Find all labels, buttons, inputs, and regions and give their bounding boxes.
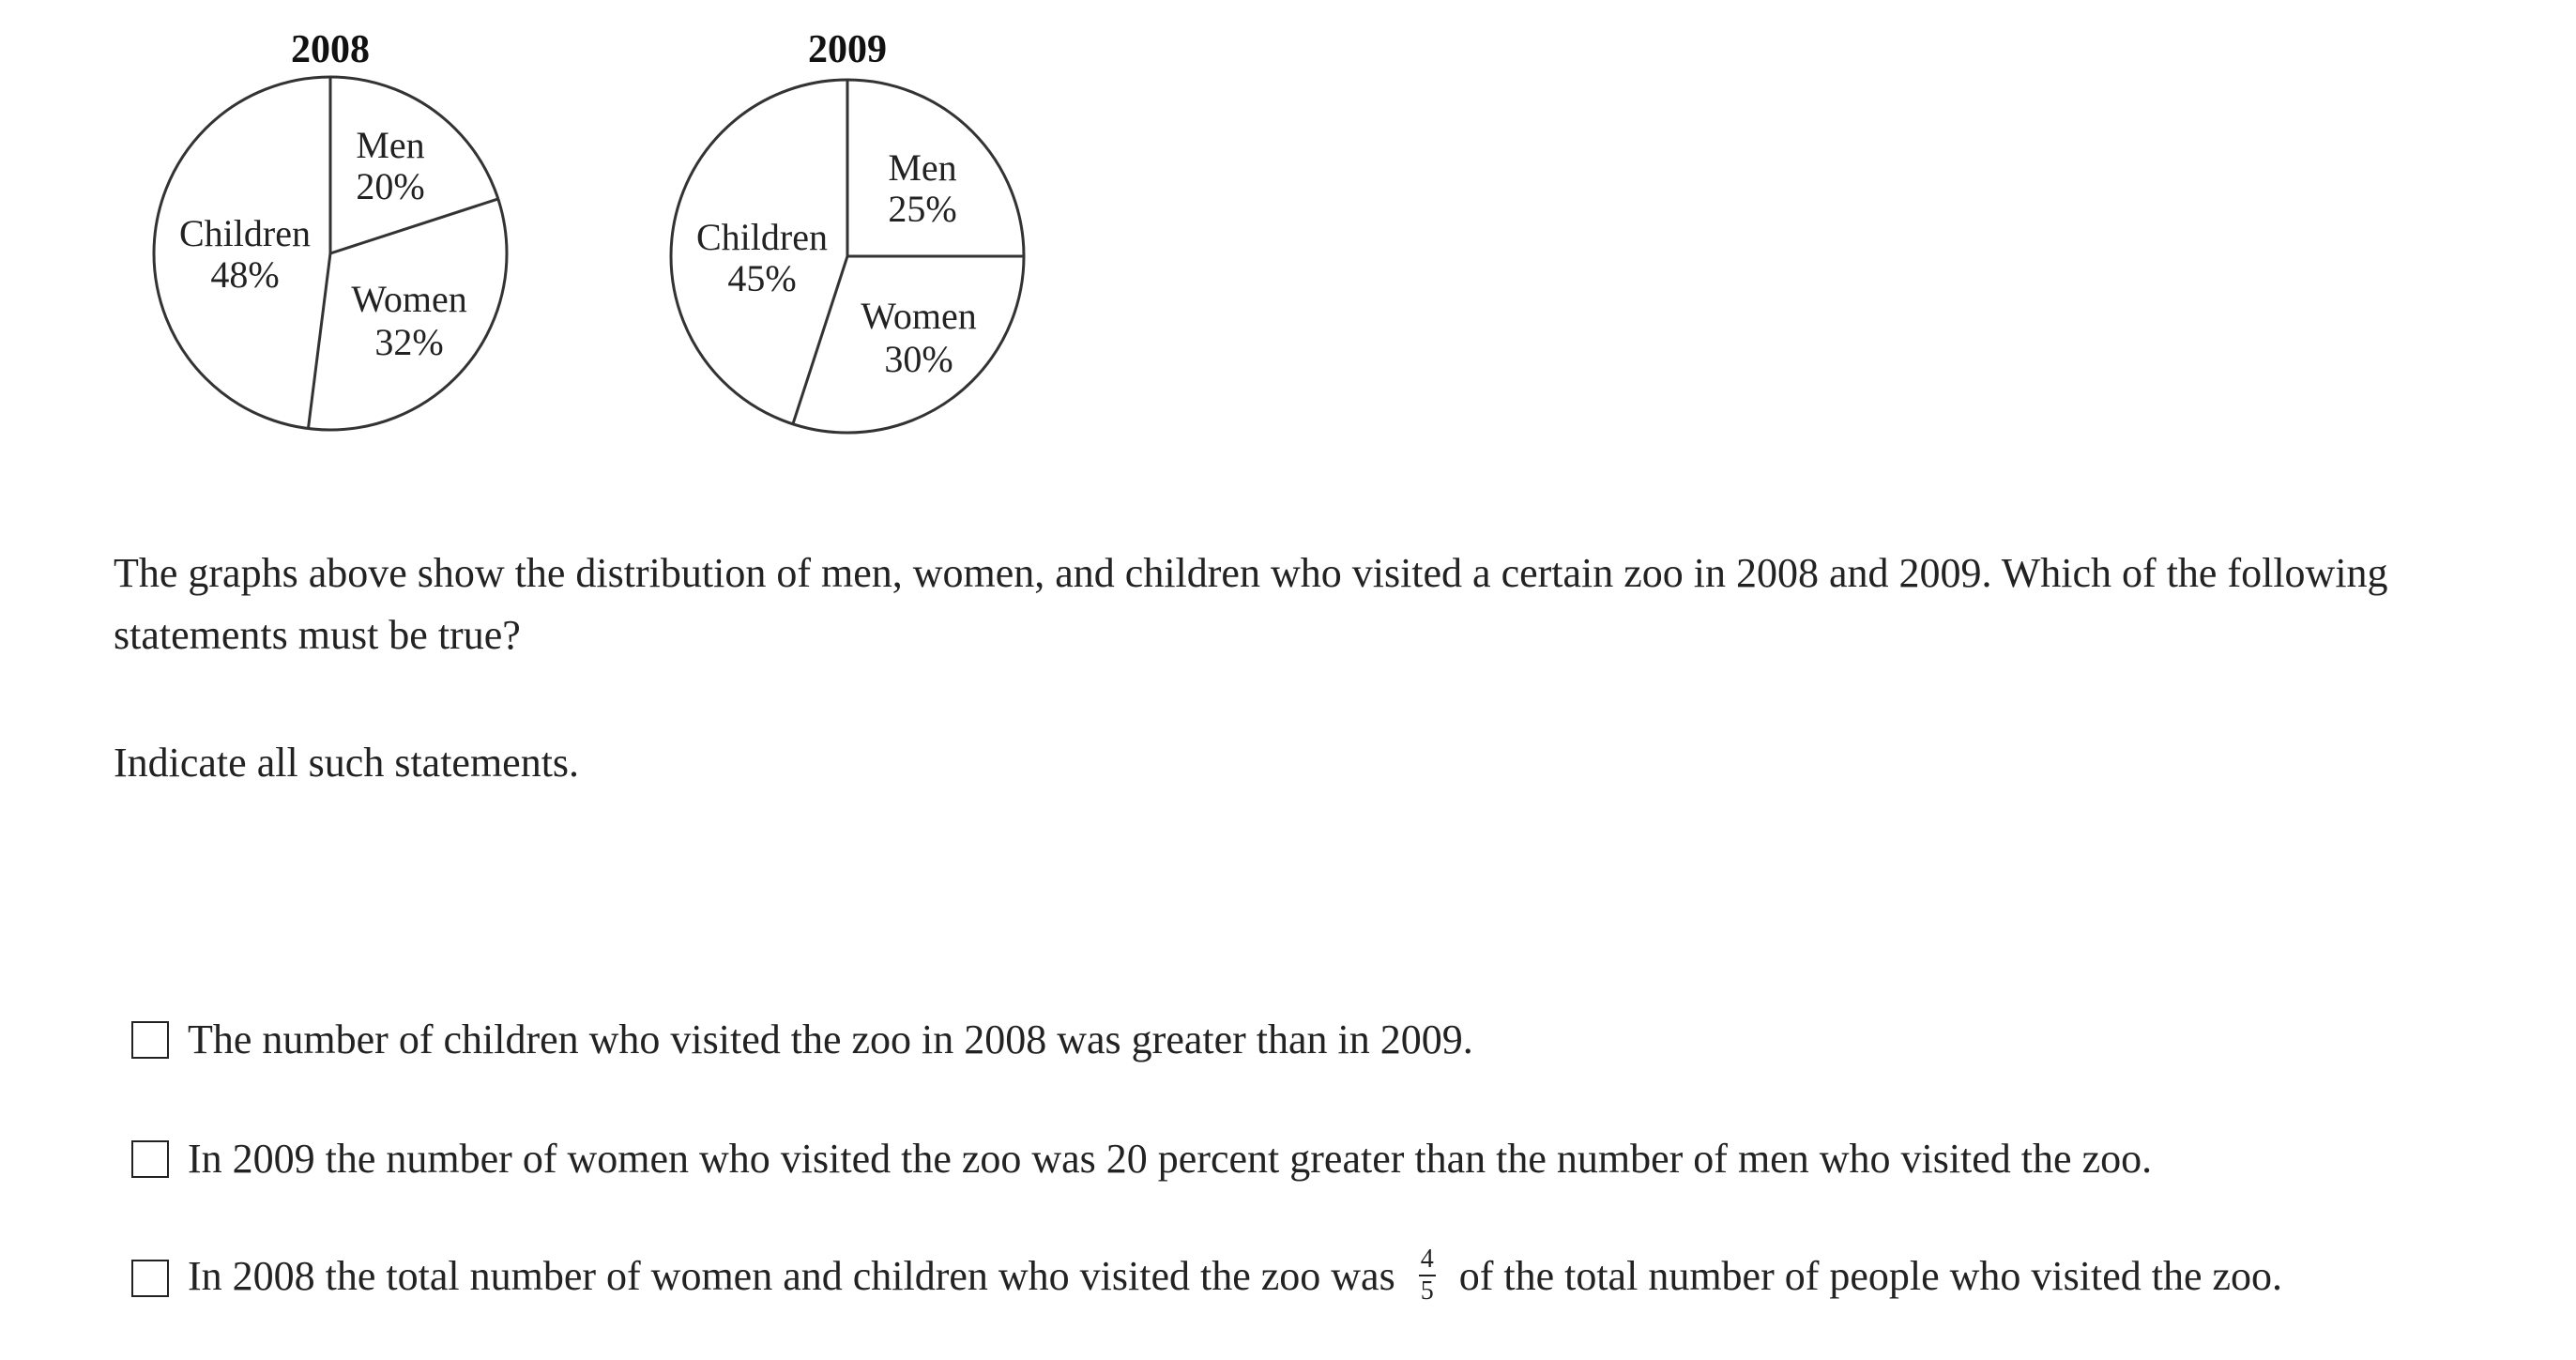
- option-text-3-after: of the total number of people who visited the zoo.: [1458, 1252, 2283, 1299]
- slice-label-women-2008: Women: [351, 278, 467, 320]
- pie-charts: [0, 0, 1126, 451]
- slice-label-men-2009: Men: [888, 146, 957, 189]
- answer-option-1[interactable]: [131, 1002, 2553, 1077]
- slice-value-men-2008: 20%: [356, 165, 425, 207]
- option-text-2: In 2009 the number of women who visited the zoo was 20 percent greater than the number of men who visited the zoo.: [188, 1136, 2153, 1182]
- slice-value-children-2008: 48%: [210, 253, 280, 296]
- checkbox-option-1[interactable]: [131, 1021, 169, 1059]
- pie-chart-2008: [154, 28, 507, 430]
- checkbox-option-2[interactable]: [131, 1140, 169, 1178]
- slice-label-children-2009: Children: [696, 216, 828, 258]
- question-text: The graphs above show the distribution of men, women, and children who visited a certain zoo in 2008 and 2009. Which of the following statements must be true?: [114, 550, 2388, 658]
- answer-option-3[interactable]: [131, 1241, 2553, 1316]
- question-instruction: Indicate all such statements.: [114, 740, 580, 786]
- slice-label-men-2008: Men: [356, 124, 425, 166]
- slice-value-women-2009: 30%: [884, 338, 953, 380]
- fraction-denominator: 5: [1420, 1276, 1434, 1307]
- fraction-four-fifths: [1419, 1246, 1436, 1305]
- checkbox-option-3[interactable]: [131, 1260, 169, 1297]
- option-text-3-before: In 2008 the total number of women and children who visited the zoo was: [188, 1252, 1395, 1299]
- chart-title-2008: 2008: [291, 28, 370, 71]
- slice-value-men-2009: 25%: [888, 188, 957, 230]
- fraction-numerator: 4: [1419, 1246, 1436, 1276]
- slice-value-women-2008: 32%: [374, 321, 444, 363]
- slice-label-women-2009: Women: [861, 295, 977, 337]
- chart-title-2009: 2009: [808, 28, 887, 71]
- pie-chart-2009: [671, 28, 1024, 433]
- option-text-3: [188, 1245, 2283, 1309]
- answer-options: [131, 1002, 2553, 1360]
- slice-value-children-2009: 45%: [727, 257, 797, 299]
- option-text-1: The number of children who visited the zoo in 2008 was greater than in 2009.: [188, 1016, 1473, 1062]
- slice-label-children-2008: Children: [179, 212, 311, 254]
- answer-option-2[interactable]: [131, 1122, 2553, 1197]
